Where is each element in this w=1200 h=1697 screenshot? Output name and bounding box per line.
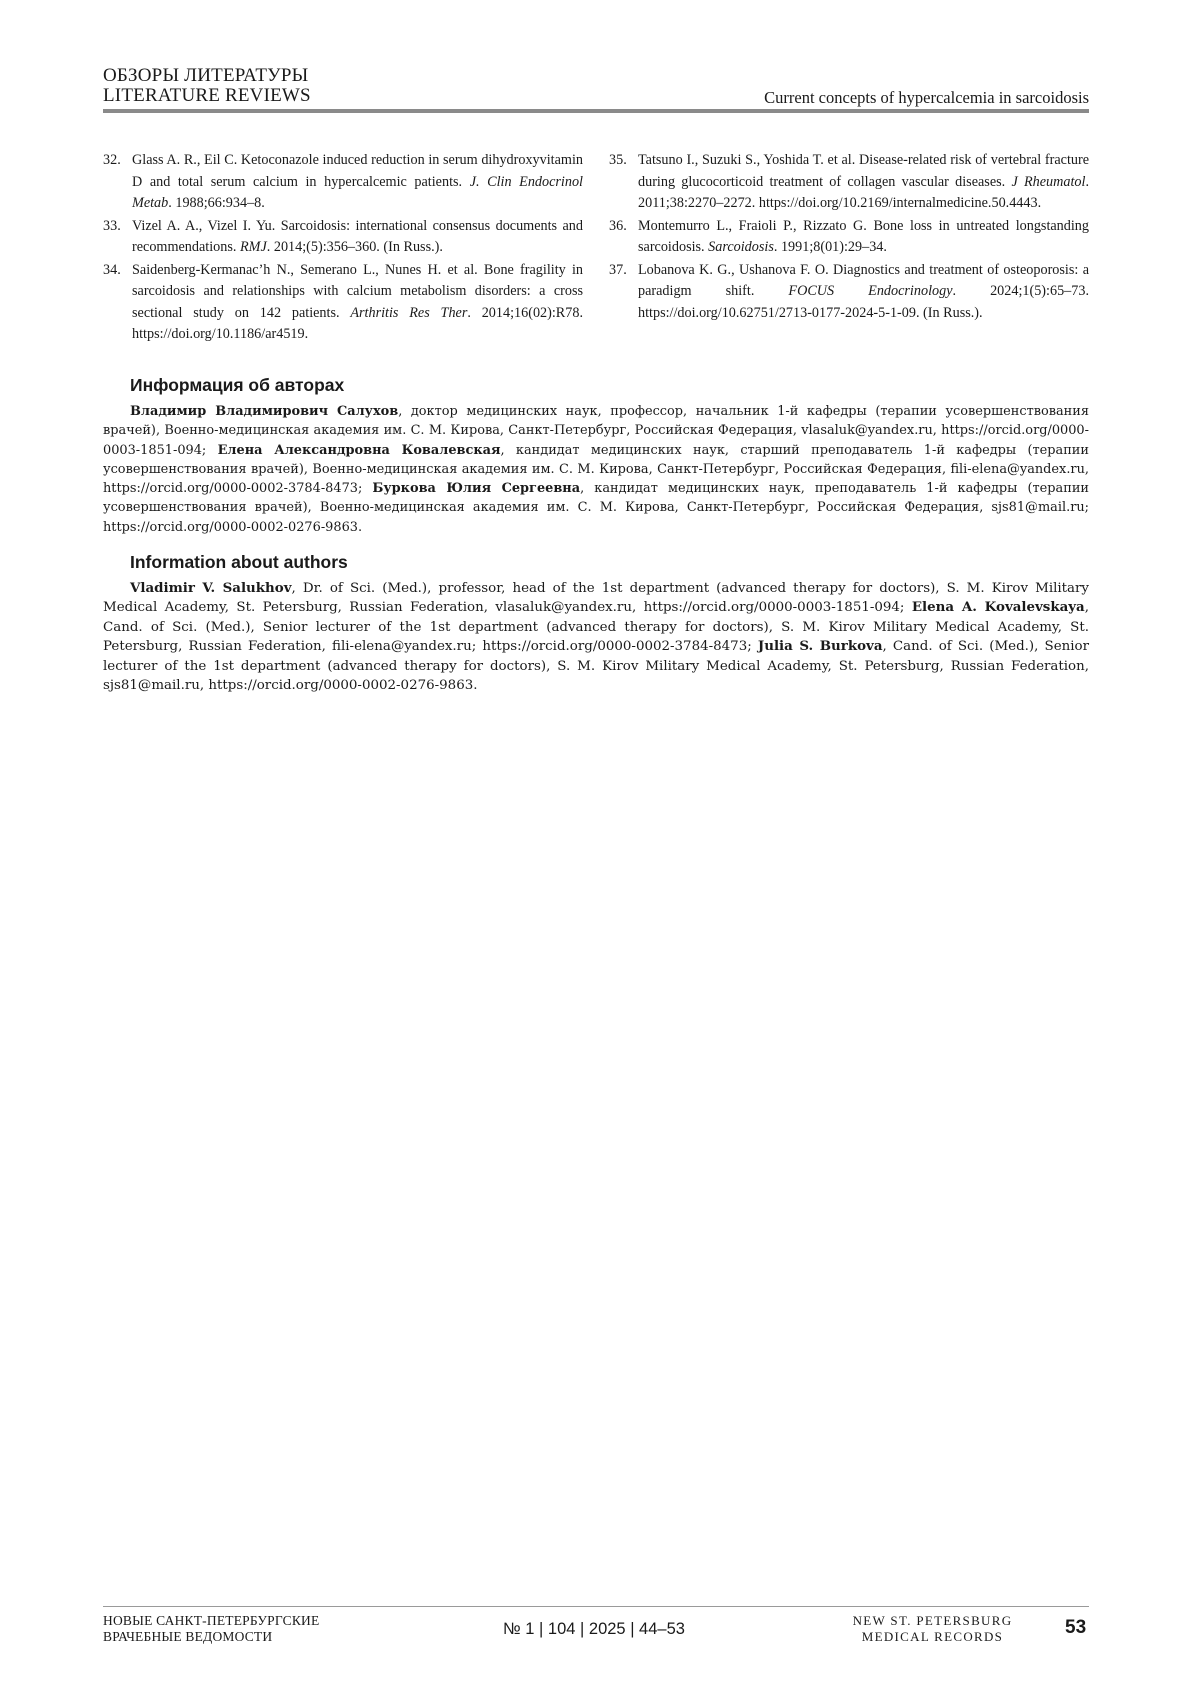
author-details: , Cand. of Sci. (Med.), Senior lecturer of the 1st department (advanced therapy for doctors), S. M. Kirov Military Medical Academy, St. Petersburg, Russian Federation, fili-elena@yandex.ru; https://orcid.org/0000-0002-3784-8473; xyxy=(103,600,1089,654)
page-number: 53 xyxy=(1065,1617,1086,1639)
reference-tail: . 2014;(5):356–360. (In Russ.). xyxy=(267,239,443,255)
page-header xyxy=(103,66,1089,110)
footer-journal-ru xyxy=(103,1613,319,1645)
author-name: Владимир Владимирович Салухов xyxy=(130,404,398,419)
reference-tail: . 2011;38:2270–2272. https://doi.org/10.2169/internalmedicine.50.4443. xyxy=(638,174,1089,212)
author-details: , Dr. of Sci. (Med.), professor, head of the 1st department (advanced therapy for doctors), S. M. Kirov Military Medical Academy, St. Petersburg, Russian Federation, vlasaluk@yandex.ru, https://orcid.org/0000-0003-1851-094; xyxy=(103,581,1089,615)
footer-rule xyxy=(103,1606,1089,1607)
running-title: Current concepts of hypercalcemia in sarcoidosis xyxy=(764,88,1089,108)
reference-journal: J Rheumatol xyxy=(1011,174,1085,190)
author-name: Julia S. Burkova xyxy=(758,638,883,654)
reference-number: 33. xyxy=(103,216,121,238)
section-label xyxy=(103,66,311,106)
reference-item xyxy=(609,150,1089,215)
author-details: , доктор медицинских наук, профессор, начальник 1-й кафедры (терапии усовершенствования врачей), Военно-медицинская академия им. С. М. Кирова, Санкт-Петербург, Российская Федерация, vlasaluk@yandex.ru, https://orcid.org/0000-0003-1851-094; xyxy=(103,404,1089,458)
footer-journal-en xyxy=(850,1613,1015,1645)
reference-journal: FOCUS Endocrinology xyxy=(788,283,952,299)
reference-number: 35. xyxy=(609,150,627,172)
section-label-ru: ОБЗОРЫ ЛИТЕРАТУРЫ xyxy=(103,66,311,86)
reference-item xyxy=(609,260,1089,325)
authors-ru-text xyxy=(103,402,1089,537)
section-label-en: LITERATURE REVIEWS xyxy=(103,86,311,106)
reference-number: 37. xyxy=(609,260,627,282)
reference-item xyxy=(103,216,583,259)
authors-en-text xyxy=(103,579,1089,695)
footer-journal-ru-line2: ВРАЧЕБНЫЕ ВЕДОМОСТИ xyxy=(103,1629,319,1645)
footer-issue: № 1 | 104 | 2025 | 44–53 xyxy=(503,1619,685,1639)
footer-journal-en-line2: MEDICAL RECORDS xyxy=(850,1629,1015,1645)
reference-tail: . 2014;16(02):R78. https://doi.org/10.1186/ar4519. xyxy=(132,305,583,343)
footer-journal-en-line1: NEW ST. PETERSBURG xyxy=(850,1613,1015,1629)
reference-journal: Arthritis Res Ther xyxy=(350,305,467,321)
reference-text: Tatsuno I., Suzuki S., Yoshida T. et al. Disease-related risk of vertebral fracture during glucocorticoid treatment of collagen vascular diseases. xyxy=(638,152,1089,190)
author-name: Елена Александровна Ковалевская xyxy=(218,443,501,458)
reference-item xyxy=(103,150,583,215)
author-details: , Cand. of Sci. (Med.), Senior lecturer of the 1st department (advanced therapy for doctors), S. M. Kirov Military Medical Academy, St. Petersburg, Russian Federation, sjs81@mail.ru, https://orcid.org/0000-0002-0276-9863. xyxy=(103,639,1089,693)
author-name: Буркова Юлия Сергеевна xyxy=(372,481,580,496)
reference-item xyxy=(609,216,1089,259)
author-name: Vladimir V. Salukhov xyxy=(130,580,292,596)
references-column-right xyxy=(609,150,1089,325)
author-details: , кандидат медицинских наук, преподаватель 1-й кафедры (терапии усовершенствования врачей), Военно-медицинская академия им. С. М. Кирова, Санкт-Петербург, Российская Федерация, sjs81@mail.ru; https://orcid.org/0000-0002-0276-9863. xyxy=(103,481,1089,535)
reference-number: 34. xyxy=(103,260,121,282)
reference-number: 32. xyxy=(103,150,121,172)
reference-journal: Sarcoidosis xyxy=(708,239,774,255)
footer-journal-ru-line1: НОВЫЕ САНКТ-ПЕТЕРБУРГСКИЕ xyxy=(103,1613,319,1629)
reference-tail: . 1988;66:934–8. xyxy=(168,195,265,211)
reference-number: 36. xyxy=(609,216,627,238)
reference-text: Vizel A. A., Vizel I. Yu. Sarcoidosis: international consensus documents and recommendations. xyxy=(132,218,583,256)
authors-ru-title: Информация об авторах xyxy=(130,374,344,396)
author-name: Elena A. Kovalevskaya xyxy=(912,599,1085,615)
reference-text: Saidenberg-Kermanac’h N., Semerano L., Nunes H. et al. Bone fragility in sarcoidosis and relationships with calcium metabolism disorders: a cross sectional study on 142 patients. xyxy=(132,262,583,321)
reference-text: Montemurro L., Fraioli P., Rizzato G. Bone loss in untreated longstanding sarcoidosis. xyxy=(638,218,1089,256)
reference-journal: RMJ xyxy=(240,239,267,255)
reference-tail: . 2024;1(5):65–73. https://doi.org/10.62751/2713-0177-2024-5-1-09. (In Russ.). xyxy=(638,283,1089,321)
reference-item xyxy=(103,260,583,346)
reference-tail: . 1991;8(01):29–34. xyxy=(774,239,887,255)
header-rule xyxy=(103,109,1089,113)
references-column-left xyxy=(103,150,583,347)
author-details: , кандидат медицинских наук, старший преподаватель 1-й кафедры (терапии усовершенствования врачей), Военно-медицинская академия им. С. М. Кирова, Санкт-Петербург, Российская Федерация, fili-elena@yandex.ru, https://orcid.org/0000-0002-3784-8473; xyxy=(103,443,1089,497)
reference-journal: J. Clin Endocrinol Metab xyxy=(132,174,583,212)
reference-text: Lobanova K. G., Ushanova F. O. Diagnostics and treatment of osteoporosis: a paradigm shift. xyxy=(638,262,1089,300)
reference-text: Glass A. R., Eil C. Ketoconazole induced reduction in serum dihydroxyvitamin D and total serum calcium in hypercalcemic patients. xyxy=(132,152,583,190)
authors-en-title: Information about authors xyxy=(130,551,348,573)
